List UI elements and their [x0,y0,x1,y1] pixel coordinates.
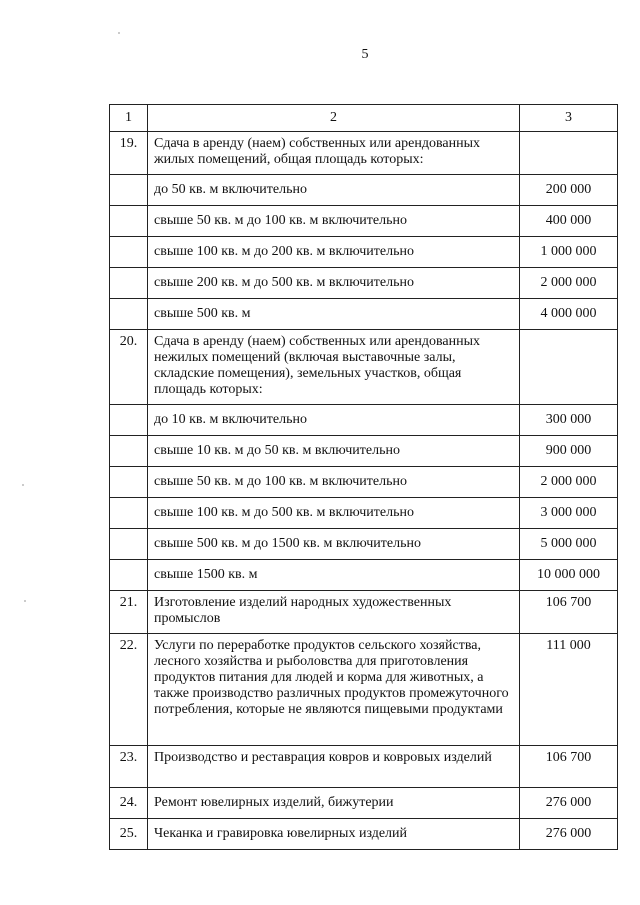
column-header: 3 [520,105,618,132]
row-value: 111 000 [520,634,618,746]
row-description: Сдача в аренду (наем) собственных или арендованных нежилых помещений (включая выставочные залы, складские помещения), земельных участков, общая площадь которых: [148,330,520,405]
table-row [110,819,618,850]
row-description: свыше 500 кв. м [148,299,520,330]
row-description: свыше 1500 кв. м [148,560,520,591]
table-row [110,405,618,436]
row-value: 200 000 [520,175,618,206]
table-row [110,206,618,237]
row-value: 276 000 [520,819,618,850]
scan-speck [118,32,120,34]
row-description: свыше 50 кв. м до 100 кв. м включительно [148,206,520,237]
row-number: 21. [110,591,148,634]
row-description: свыше 100 кв. м до 200 кв. м включительно [148,237,520,268]
row-value: 2 000 000 [520,268,618,299]
row-number [110,498,148,529]
scan-speck [24,600,26,602]
row-value: 10 000 000 [520,560,618,591]
table-row [110,299,618,330]
row-number: 25. [110,819,148,850]
table-row [110,175,618,206]
row-number [110,467,148,498]
table-row [110,634,618,746]
row-value: 106 700 [520,591,618,634]
row-number [110,299,148,330]
row-description: Производство и реставрация ковров и ковровых изделий [148,746,520,788]
row-number: 23. [110,746,148,788]
row-description: свыше 10 кв. м до 50 кв. м включительно [148,436,520,467]
row-description: до 10 кв. м включительно [148,405,520,436]
row-number [110,237,148,268]
row-number [110,206,148,237]
table-row [110,746,618,788]
row-description: свыше 50 кв. м до 100 кв. м включительно [148,467,520,498]
row-number: 24. [110,788,148,819]
row-description: Сдача в аренду (наем) собственных или арендованных жилых помещений, общая площадь которых: [148,132,520,175]
table-row [110,591,618,634]
row-number [110,405,148,436]
row-value: 900 000 [520,436,618,467]
row-value [520,330,618,405]
row-value: 1 000 000 [520,237,618,268]
row-number [110,175,148,206]
table-row [110,529,618,560]
row-value: 5 000 000 [520,529,618,560]
table-row [110,467,618,498]
table-row [110,268,618,299]
column-header: 2 [148,105,520,132]
row-value: 3 000 000 [520,498,618,529]
row-description: до 50 кв. м включительно [148,175,520,206]
row-value: 400 000 [520,206,618,237]
row-value [520,132,618,175]
row-description: свыше 100 кв. м до 500 кв. м включительно [148,498,520,529]
table-row [110,498,618,529]
scan-speck [22,484,24,486]
row-number: 19. [110,132,148,175]
row-number [110,268,148,299]
row-number [110,529,148,560]
row-value: 4 000 000 [520,299,618,330]
table-row [110,788,618,819]
page-number: 5 [361,47,369,62]
row-description: Услуги по переработке продуктов сельского хозяйства, лесного хозяйства и рыболовства для приготовления продуктов питания для людей и корма для животных, а также производство различных продуктов промежуточного потребления, которые не являются пищевыми продуктами [148,634,520,746]
table-row [110,132,618,175]
table-header-row [110,105,618,132]
table-row [110,560,618,591]
row-value: 300 000 [520,405,618,436]
row-description: свыше 500 кв. м до 1500 кв. м включительно [148,529,520,560]
row-value: 106 700 [520,746,618,788]
row-description: свыше 200 кв. м до 500 кв. м включительно [148,268,520,299]
table-row [110,237,618,268]
column-header: 1 [110,105,148,132]
row-description: Чеканка и гравировка ювелирных изделий [148,819,520,850]
table-row [110,330,618,405]
row-description: Ремонт ювелирных изделий, бижутерии [148,788,520,819]
row-number: 20. [110,330,148,405]
row-number: 22. [110,634,148,746]
row-number [110,436,148,467]
row-value: 2 000 000 [520,467,618,498]
table-row [110,436,618,467]
row-description: Изготовление изделий народных художественных промыслов [148,591,520,634]
row-number [110,560,148,591]
row-value: 276 000 [520,788,618,819]
fee-table [109,104,618,850]
